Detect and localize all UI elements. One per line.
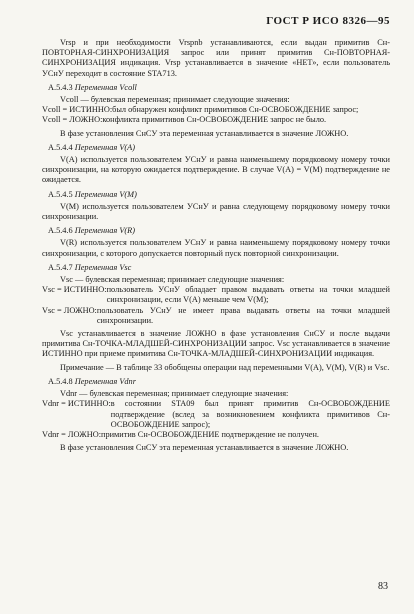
section-number: А.5.4.3: [48, 82, 73, 92]
definition-value: конфликта примитивов Сн-ОСВОБОЖДЕНИЕ запрос не было.: [102, 115, 327, 125]
section-heading-a5-4-6: [42, 226, 390, 236]
paragraph: Vsc — булевская переменная; принимает следующие значения:: [60, 275, 285, 285]
definition-value: в состоянии STA09 был принят примитив Сн-ОСВОБОЖДЕНИЕ подтверждение (вслед за возникновением конфликта примитивов Сн-ОСВОБОЖДЕНИЕ запрос);: [110, 399, 390, 429]
definition-row: [42, 306, 390, 326]
section-number: А.5.4.8: [48, 376, 73, 386]
page-content: [42, 38, 390, 453]
note-paragraph: Примечание — В таблице 33 обобщены операции над переменными V(A), V(M), V(R) и Vsc.: [60, 362, 390, 372]
page-header: ГОСТ Р ИСО 8326—95: [266, 15, 390, 27]
paragraph: V(R) используется пользователем УСнУ и равна наименьшему порядковому номеру точки синхронизации, с которого допускается повторный пуск повторной синхронизации.: [42, 238, 390, 258]
paragraph: Vdnr — булевская переменная; принимает следующие значения:: [60, 389, 289, 399]
definition-key: Vcoll = ЛОЖНО:: [42, 115, 103, 125]
paragraph: V(M) используется пользователем УСнУ и равна следующему порядковому номеру точки синхронизации.: [42, 201, 390, 222]
section-heading-a5-4-8: [42, 377, 390, 387]
paragraph-intro: Vrsp и при необходимости Vrspnb устанавливаются, если выдан примитив Сн-ПОВТОРНАЯ-СИНХРОНИЗАЦИЯ запрос или принят примитив Сн-ПОВТОРНАЯ-СИНХРОНИЗАЦИЯ индикация. Vrsp устанавливается в значение «НЕТ», если пользователь УСнУ переходит в состояние STA713.: [42, 38, 390, 78]
section-heading-a5-4-4: [42, 143, 390, 153]
section-title: Переменная V(M): [74, 189, 137, 199]
section-title: Переменная V(R): [74, 226, 135, 236]
page-number: 83: [378, 581, 388, 592]
definition-value: примитив Сн-ОСВОБОЖДЕНИЕ подтверждение не получен.: [101, 429, 319, 439]
paragraph: Vsc устанавливается в значение ЛОЖНО в фазе установления СнСУ и после выдачи примитива Сн-ТОЧКА-МЛАДШЕЙ-СИНХРОНИЗАЦИИ запрос. Vsc устанавливается в значение ИСТИННО при приеме примитива Сн-ТОЧКА-МЛАДШЕЙ-СИНХРОНИЗАЦИИ индикация.: [42, 329, 390, 359]
section-title: Переменная Vsc: [74, 262, 132, 272]
definition-key: Vcoll = ИСТИННО:: [42, 105, 113, 115]
section-heading-a5-4-3: [42, 83, 390, 93]
section-heading-a5-4-7: [42, 263, 390, 273]
definition-row: [42, 399, 390, 430]
definition-row: [42, 285, 390, 305]
paragraph: V(A) используется пользователем УСнУ и равна наименьшему порядковому номеру точки синхронизации, на которую ожидается подтверждение. В случае V(A) = V(M) подтверждение не ожидается.: [42, 155, 390, 185]
section-title: Переменная Vcoll: [74, 82, 137, 92]
definition-value: был обнаружен конфликт примитивов Сн-ОСВОБОЖДЕНИЕ запрос;: [112, 105, 359, 115]
definition-value: пользователь УСнУ не имеет права выдавать ответы на точки младшей синхронизации.: [96, 305, 390, 325]
section-number: А.5.4.4: [48, 142, 73, 152]
paragraph: Vcoll — булевская переменная; принимает следующие значения:: [60, 95, 290, 105]
section-number: А.5.4.6: [48, 226, 73, 236]
section-heading-a5-4-5: [42, 190, 390, 200]
paragraph: В фазе установления СнСУ эта переменная устанавливается в значение ЛОЖНО.: [60, 443, 349, 453]
definition-row: [42, 430, 390, 440]
paragraph: В фазе установления СнСУ эта переменная устанавливается в значение ЛОЖНО.: [60, 128, 349, 138]
section-number: А.5.4.7: [48, 262, 73, 272]
section-title: Переменная V(A): [74, 142, 135, 152]
section-number: А.5.4.5: [48, 189, 73, 199]
definition-key: Vsc = ИСТИННО:: [42, 285, 107, 295]
definition-key: Vdnr = ИСТИННО:: [42, 399, 111, 409]
definition-key: Vdnr = ЛОЖНО:: [42, 429, 102, 439]
definition-key: Vsc = ЛОЖНО:: [42, 305, 97, 315]
definition-row: [42, 105, 390, 115]
definition-value: пользователь УСнУ обладает правом выдавать ответы на точки младшей синхронизации, если V(A) меньше чем V(M);: [106, 285, 390, 305]
section-title: Переменная Vdnr: [74, 376, 136, 386]
definition-row: [42, 115, 390, 125]
